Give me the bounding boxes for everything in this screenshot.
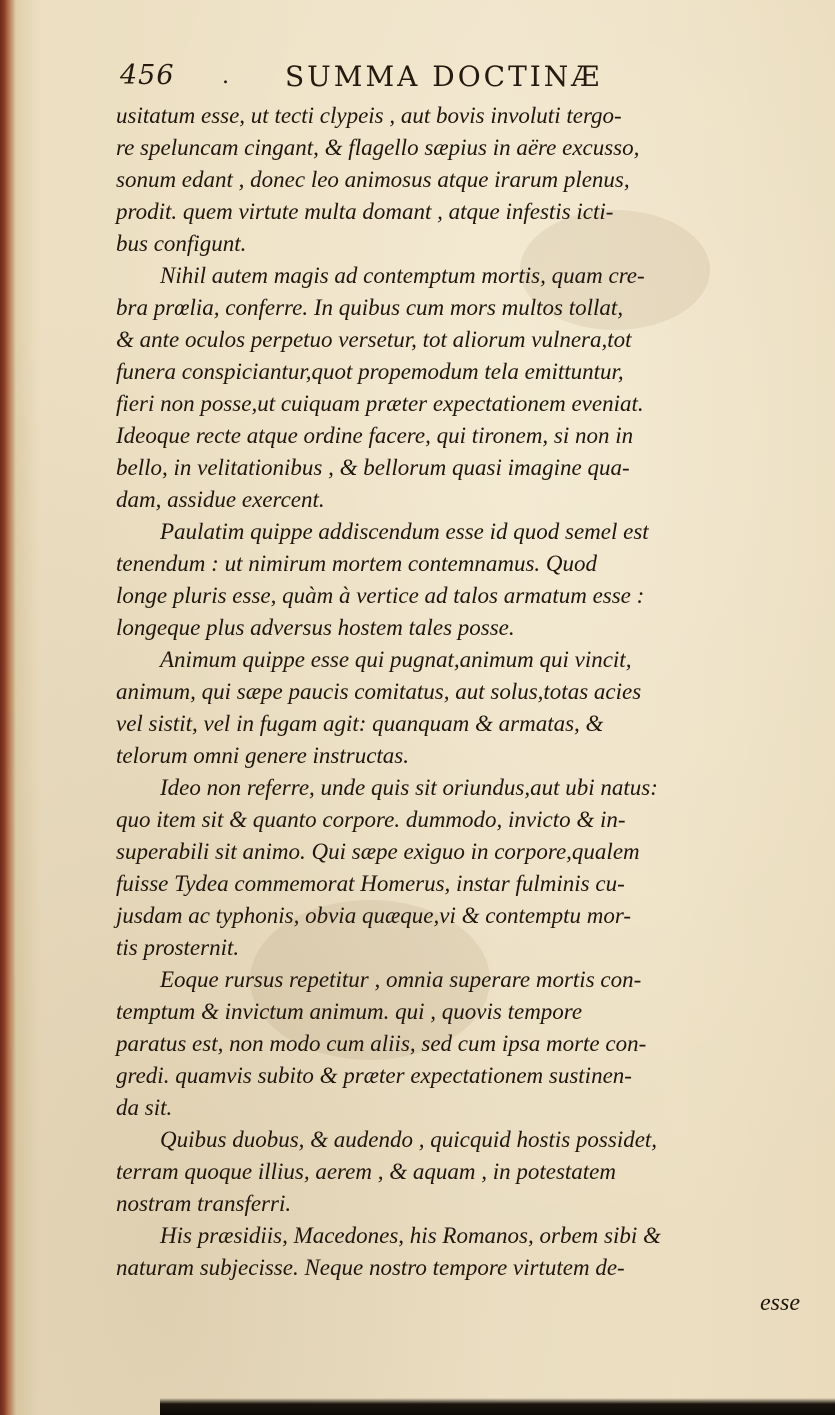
text-line: da sit. [116,1095,173,1120]
text-line: fuisse Tydea commemorat Homerus, instar fulminis cu- [116,871,625,896]
text-line: usitatum esse, ut tecti clypeis , aut bovis involuti tergo- [116,103,622,128]
text-line: vel sistit, vel in fugam agit: quanquam & armatas, & [116,711,604,736]
text-line: tis prosternit. [116,935,240,960]
catchword: esse [760,1290,800,1316]
page-bottom-shadow [160,1398,835,1415]
text-line: gredi. quamvis subito & præter expectationem sustinen- [116,1063,632,1088]
text-line: Eoque rursus repetitur , omnia superare mortis con- [160,967,642,992]
text-line: Ideoque recte atque ordine facere, qui tironem, si non in [116,423,634,448]
text-line: fieri non posse,ut cuiquam præter expectationem eveniat. [116,391,644,416]
text-line: Ideo non referre, unde quis sit oriundus,aut ubi natus: [160,775,658,800]
book-spine-edge [0,0,16,1415]
text-line: Paulatim quippe addiscendum esse id quod semel est [160,519,649,544]
text-line: Nihil autem magis ad contemptum mortis, quam cre- [160,263,645,288]
header-separator: . [222,64,229,89]
text-line: Quibus duobus, & audendo , quicquid hostis possidet, [160,1127,658,1152]
text-line: dam, assidue exercent. [116,487,325,512]
text-line: temptum & invictum animum. qui , quovis tempore [116,999,583,1024]
text-line: quo item sit & quanto corpore. dummodo, invicto & in- [116,807,626,832]
text-line: paratus est, non modo cum aliis, sed cum ipsa morte con- [116,1031,647,1056]
text-line: longe pluris esse, quàm à vertice ad talos armatum esse : [116,583,645,608]
text-line: & ante oculos perpetuo versetur, tot aliorum vulnera,tot [116,327,632,352]
text-line: naturam subjecisse. Neque nostro tempore virtutem de- [116,1255,625,1280]
text-line: re speluncam cingant, & flagello sæpius in aëre excusso, [116,135,640,160]
text-line: prodit. quem virtute multa domant , atque infestis icti- [116,199,614,224]
text-line: tenendum : ut nimirum mortem contemnamus. Quod [116,551,598,576]
text-line: bello, in velitationibus , & bellorum quasi imagine qua- [116,455,630,480]
text-line: superabili sit animo. Qui sæpe exiguo in corpore,qualem [116,839,640,864]
running-title: SUMMA DOCTINÆ [285,60,603,93]
page-number: 456 [120,60,175,91]
text-line: terram quoque illius, aerem , & aquam , in potestatem [116,1159,616,1184]
body-text [116,100,828,1284]
text-line: jusdam ac typhonis, obvia quæque,vi & contemptu mor- [116,903,632,928]
text-line: longeque plus adversus hostem tales posse. [116,615,515,640]
text-line: nostram transferri. [116,1191,292,1216]
text-line: bus configunt. [116,231,247,256]
text-line: Animum quippe esse qui pugnat,animum qui vincit, [160,647,632,672]
page-header [120,60,800,100]
text-line: His præsidiis, Macedones, his Romanos, orbem sibi & [160,1223,661,1248]
text-line: bra prœlia, conferre. In quibus cum mors multos tollat, [116,295,624,320]
text-line: funera conspiciantur,quot propemodum tela emittuntur, [116,359,624,384]
text-line: telorum omni genere instructas. [116,743,410,768]
text-line: sonum edant , donec leo animosus atque irarum plenus, [116,167,630,192]
text-line: animum, qui sæpe paucis comitatus, aut solus,totas acies [116,679,642,704]
